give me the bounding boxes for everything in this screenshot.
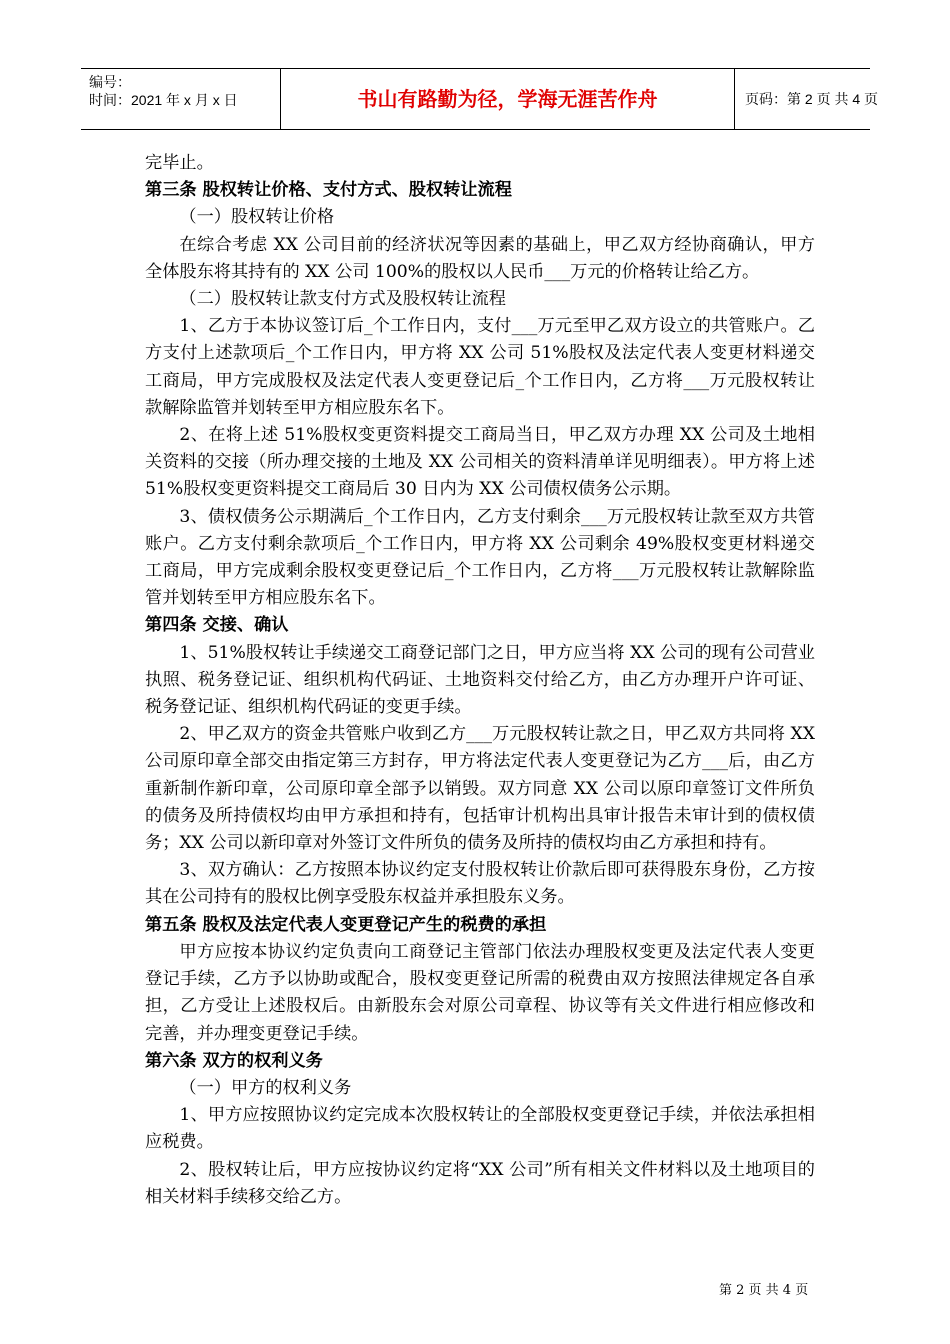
- body-paragraph: 1、51%股权转让手续递交工商登记部门之日，甲方应当将 XX 公司的现有公司营业执照、税务登记证、组织机构代码证、土地资料交付给乙方，由乙方办理开户许可证、税务登记证、组织机构代码证的变更手续。: [145, 642, 815, 718]
- body-paragraph: （一）股权转让价格: [179, 207, 335, 228]
- body-paragraph: 2、在将上述 51%股权变更资料提交工商局当日，甲乙双方办理 XX 公司及土地相关资料的交接（所办理交接的土地及 XX 公司相关的资料清单详见明细表）。甲方将上述 51%股权变更资料提交工商局后 30 日内为 XX 公司债权债务公示期。: [145, 425, 815, 500]
- body-paragraph: （二）股权转让款支付方式及股权转让流程: [179, 289, 506, 310]
- header-page-number: 页码：第 2 页 共 4 页: [745, 91, 879, 107]
- body-paragraph: （一）甲方的权利义务: [179, 1077, 352, 1098]
- body-paragraph: 3、债权债务公示期满后_个工作日内，乙方支付剩余___万元股权转让款至双方共管账户。乙方支付剩余款项后_个工作日内，甲方将 XX 公司剩余 49%股权变更材料递交工商局，甲方完成剩余股权变更登记后_个工作日内，乙方将___万元股权转让款解除监管并划转至甲方相应股东名下。: [145, 506, 815, 609]
- section-heading: 第四条 交接、确认: [145, 615, 289, 636]
- header-info-cell: [81, 69, 281, 129]
- body-paragraph: 甲方应按本协议约定负责向工商登记主管部门依法办理股权变更及法定代表人变更登记手续，乙方予以协助或配合，股权变更登记所需的税费由双方按照法律规定各自承担，乙方受让上述股权后。由新股东会对原公司章程、协议等有关文件进行相应修改和完善，并办理变更登记手续。: [145, 941, 815, 1044]
- body-paragraph: 在综合考虑 XX 公司目前的经济状况等因素的基础上，甲乙双方经协商确认，甲方全体股东将其持有的 XX 公司 100%的股权以人民币___万元的价格转让给乙方。: [145, 234, 815, 282]
- doc-number-label: 编号：: [89, 74, 131, 90]
- section-heading: 第六条 双方的权利义务: [145, 1050, 323, 1071]
- page-header: [81, 68, 879, 130]
- body-paragraph: 1、乙方于本协议签订后_个工作日内，支付___万元至甲乙双方设立的共管账户。乙方支付上述款项后_个工作日内，甲方将 XX 公司 51%股权及法定代表人变更材料递交工商局，甲方完成股权及法定代表人变更登记后_个工作日内，乙方将___万元股权转让款解除监管并划转至甲方相应股东名下。: [145, 316, 815, 418]
- header-motto: 书山有路勤为径，学海无涯苦作舟: [357, 87, 658, 111]
- body-paragraph: 完毕止。: [145, 153, 214, 173]
- body-paragraph: 1、甲方应按照协议约定完成本次股权转让的全部股权变更登记手续，并依法承担相应税费。: [145, 1105, 815, 1153]
- header-page-cell: [735, 69, 879, 129]
- section-heading: 第三条 股权转让价格、支付方式、股权转让流程: [145, 180, 512, 201]
- document-body: [145, 150, 815, 1211]
- body-paragraph: 2、股权转让后，甲方应按协议约定将“XX 公司”所有相关文件材料以及土地项目的相关材料手续移交给乙方。: [145, 1159, 815, 1207]
- header-motto-cell: [281, 69, 735, 129]
- page-footer: 第 2 页 共 4 页: [719, 1283, 809, 1298]
- section-heading: 第五条 股权及法定代表人变更登记产生的税费的承担: [145, 914, 547, 935]
- doc-date-label: 时间：2021 年 x 月 x 日: [89, 92, 238, 108]
- body-paragraph: 2、甲乙双方的资金共管账户收到乙方___万元股权转让款之日，甲乙双方共同将 XX 公司原印章全部交由指定第三方封存，甲方将法定代表人变更登记为乙方___后，由乙方重新制作新印章，公司原印章全部予以销毁。双方同意 XX 公司以原印章签订文件所负的债务及所持债权均由甲方承担和持有，包括审计机构出具审计报告未审计到的债权债务；XX 公司以新印章对外签订文件所负的债务及所持的债权均由乙方承担和持有。: [145, 724, 815, 854]
- body-paragraph: 3、双方确认：乙方按照本协议约定支付股权转让价款后即可获得股东身份，乙方按其在公司持有的股权比例享受股东权益并承担股东义务。: [145, 860, 815, 908]
